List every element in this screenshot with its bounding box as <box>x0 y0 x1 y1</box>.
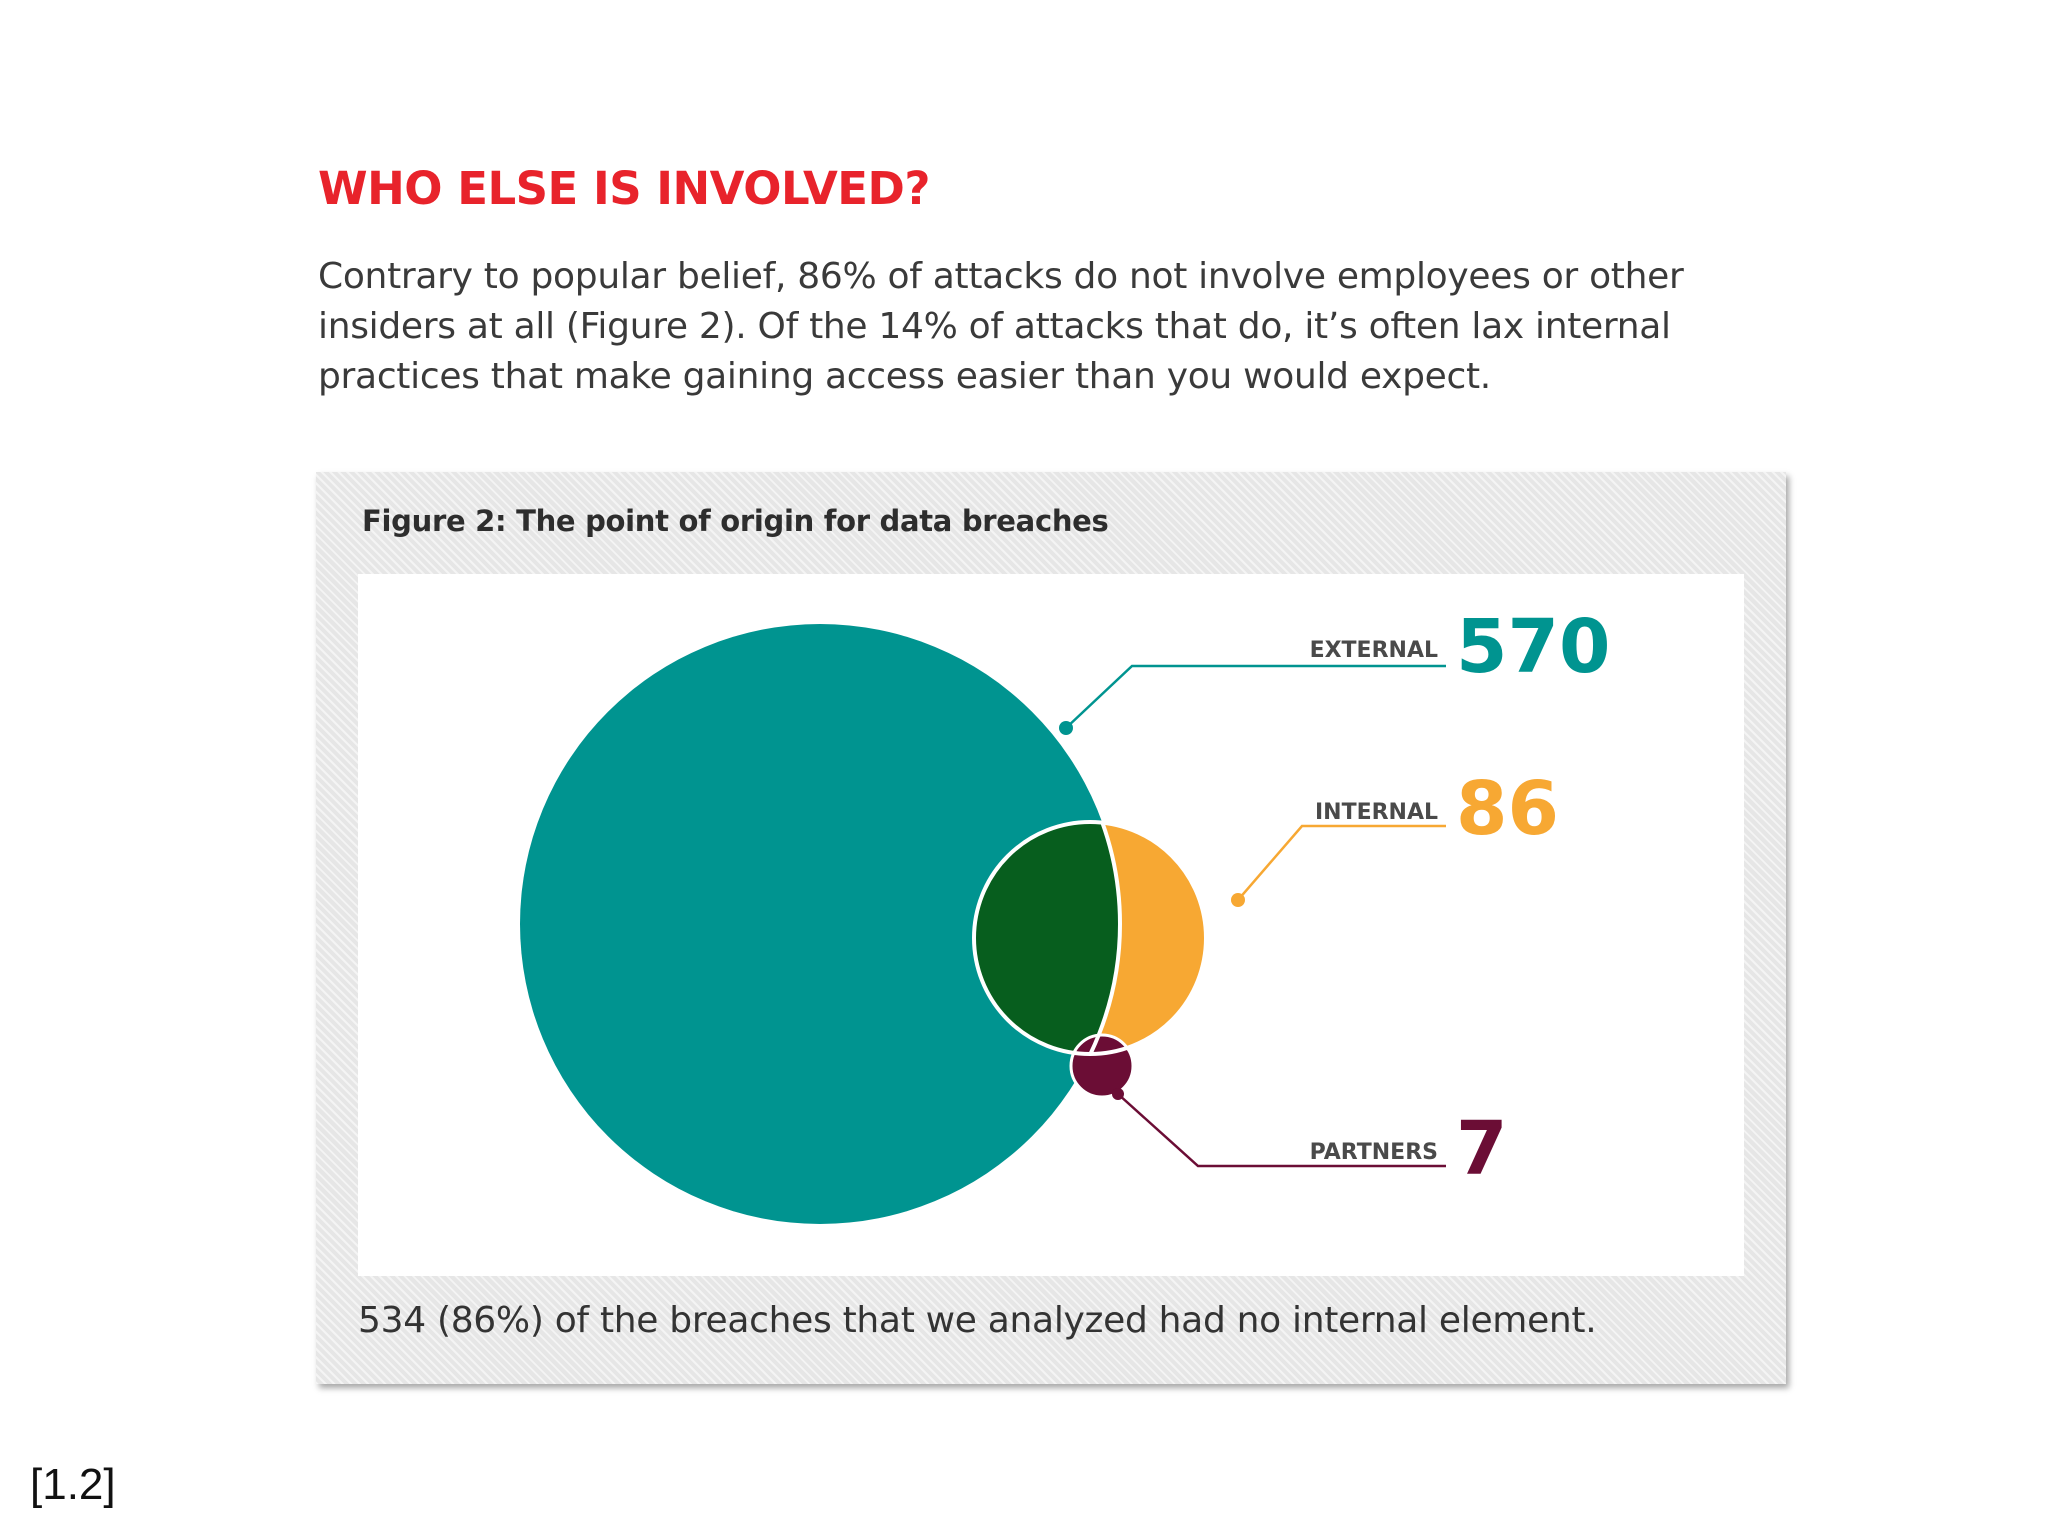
venn-diagram <box>358 574 1744 1276</box>
external-value: 570 <box>1456 604 1611 690</box>
figure-title: Figure 2: The point of origin for data breaches <box>362 504 1109 538</box>
figure-caption: 534 (86%) of the breaches that we analyzed had no internal element. <box>358 1300 1597 1341</box>
internal-leader-dot <box>1231 893 1245 907</box>
venn-chart-area <box>358 574 1744 1276</box>
partners-value: 7 <box>1456 1106 1508 1192</box>
intro-paragraph: Contrary to popular belief, 86% of attacks do not involve employees or other insiders at all (Figure 2). Of the 14% of attacks that do, it’s often lax internal practices that make gaining access easier than you would expect. <box>318 256 1684 397</box>
internal-leader-line <box>1238 826 1446 900</box>
footnote-reference: [1.2] <box>30 1460 116 1509</box>
figure-panel <box>316 472 1786 1384</box>
external-leader-dot <box>1059 721 1073 735</box>
external-label: EXTERNAL <box>1309 638 1438 663</box>
section-heading: WHO ELSE IS INVOLVED? <box>318 162 930 215</box>
partners-label: PARTNERS <box>1309 1140 1438 1165</box>
internal-label: INTERNAL <box>1314 800 1438 825</box>
internal-value: 86 <box>1456 766 1559 852</box>
partners-leader-dot <box>1112 1088 1124 1100</box>
external-leader-line <box>1066 666 1446 728</box>
